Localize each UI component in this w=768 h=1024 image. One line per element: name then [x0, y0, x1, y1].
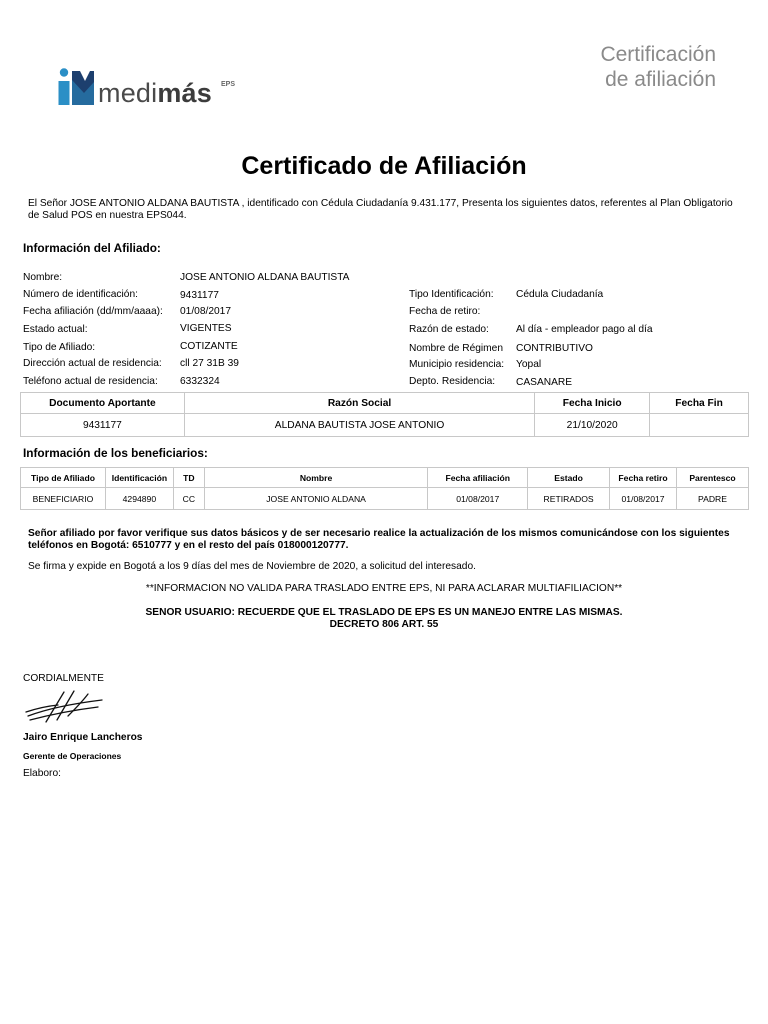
- label-id-number: Número de identificación:: [23, 289, 138, 300]
- signer-name: Jairo Enrique Lancheros: [23, 732, 143, 743]
- table-cell: PADRE: [677, 488, 749, 510]
- value-address: cll 27 31B 39: [180, 358, 239, 369]
- label-id-type: Tipo Identificación:: [409, 289, 494, 300]
- column-header: Fecha Inicio: [535, 393, 650, 414]
- value-regime: CONTRIBUTIVO: [516, 343, 593, 354]
- value-status: VIGENTES: [180, 323, 232, 334]
- table-cell: RETIRADOS: [528, 488, 610, 510]
- intro-text: El Señor JOSE ANTONIO ALDANA BAUTISTA , identificado con Cédula Ciudadanía 9.431.177, Presenta los siguientes datos, referentes al Plan Obligatorio de Salud POS en nuestra EPS044.: [28, 198, 733, 221]
- table-cell: 4294890: [105, 488, 173, 510]
- table-cell: 01/08/2017: [610, 488, 677, 510]
- column-header: Tipo de Afiliado: [21, 468, 106, 488]
- prepared-by-label: Elaboro:: [23, 768, 61, 779]
- column-header: TD: [173, 468, 204, 488]
- label-affiliate-type: Tipo de Afiliado:: [23, 342, 96, 353]
- column-header: Estado: [528, 468, 610, 488]
- table-cell: [650, 414, 749, 437]
- beneficiaries-section-title: Información de los beneficiarios:: [23, 446, 208, 460]
- table-cell: ALDANA BAUTISTA JOSE ANTONIO: [184, 414, 534, 437]
- contributor-table: [20, 392, 749, 437]
- label-municipality: Municipio residencia:: [409, 359, 505, 370]
- heading-line-2: de afiliación: [605, 68, 716, 91]
- page-title: Certificado de Afiliación: [241, 152, 527, 180]
- reminder-line-2: DECRETO 806 ART. 55: [329, 619, 439, 630]
- heading-line-1: Certificación: [600, 43, 716, 66]
- value-affiliation-date: 01/08/2017: [180, 306, 231, 317]
- table-header-row: [21, 393, 749, 414]
- signature-icon: [24, 688, 106, 726]
- reminder-line-1: SENOR USUARIO: RECUERDE QUE EL TRASLADO DE EPS ES UN MANEJO ENTRE LAS MISMAS.: [145, 607, 623, 618]
- label-department: Depto. Residencia:: [409, 376, 496, 387]
- value-department: CASANARE: [516, 377, 573, 388]
- verification-notice: Señor afiliado por favor verifique sus datos básicos y de ser necesario realice la actualización de los mismos comunicándose con los siguientes teléfonos en Bogotá: 6510777 y en el resto del país 018000120777.: [28, 528, 730, 551]
- brand-name: medimás: [98, 78, 212, 108]
- label-name: Nombre:: [23, 272, 63, 283]
- column-header: Fecha Fin: [650, 393, 749, 414]
- column-header: Parentesco: [677, 468, 749, 488]
- label-status: Estado actual:: [23, 324, 88, 335]
- table-cell: JOSE ANTONIO ALDANA: [204, 488, 428, 510]
- brand-tag: EPS: [221, 81, 236, 88]
- value-municipality: Yopal: [516, 359, 542, 370]
- invalid-transfer-warning: **INFORMACION NO VALIDA PARA TRASLADO ENTRE EPS, NI PARA ACLARAR MULTIAFILIACION**: [145, 583, 623, 594]
- value-phone: 6332324: [180, 376, 220, 387]
- label-status-reason: Razón de estado:: [409, 324, 489, 335]
- table-row: [21, 488, 749, 510]
- value-id-type: Cédula Ciudadanía: [516, 289, 604, 300]
- table-row: [21, 414, 749, 437]
- table-cell: BENEFICIARIO: [21, 488, 106, 510]
- document-heading: [600, 42, 716, 92]
- label-address: Dirección actual de residencia:: [23, 358, 162, 369]
- label-affiliation-date: Fecha afiliación (dd/mm/aaaa):: [23, 306, 163, 317]
- value-affiliate-type: COTIZANTE: [180, 341, 238, 352]
- column-header: Fecha afiliación: [428, 468, 528, 488]
- column-header: Razón Social: [184, 393, 534, 414]
- column-header: Documento Aportante: [21, 393, 185, 414]
- table-cell: 9431177: [21, 414, 185, 437]
- value-name: JOSE ANTONIO ALDANA BAUTISTA: [180, 272, 350, 283]
- signer-title: Gerente de Operaciones: [23, 751, 122, 761]
- affiliate-section-title: Información del Afiliado:: [23, 241, 161, 255]
- table-cell: 21/10/2020: [535, 414, 650, 437]
- table-cell: 01/08/2017: [428, 488, 528, 510]
- column-header: Fecha retiro: [610, 468, 677, 488]
- column-header: Nombre: [204, 468, 428, 488]
- column-header: Identificación: [105, 468, 173, 488]
- table-cell: CC: [173, 488, 204, 510]
- closing-text: CORDIALMENTE: [23, 673, 104, 684]
- table-header-row: [21, 468, 749, 488]
- label-regime: Nombre de Régimen: [409, 343, 503, 354]
- label-phone: Teléfono actual de residencia:: [23, 376, 158, 387]
- value-id-number: 9431177: [180, 290, 219, 301]
- issued-text: Se firma y expide en Bogotá a los 9 días del mes de Noviembre de 2020, a solicitud del interesado.: [28, 561, 476, 572]
- value-status-reason: Al día - empleador pago al día: [516, 324, 653, 335]
- label-withdrawal-date: Fecha de retiro:: [409, 306, 481, 317]
- beneficiaries-table: [20, 467, 749, 510]
